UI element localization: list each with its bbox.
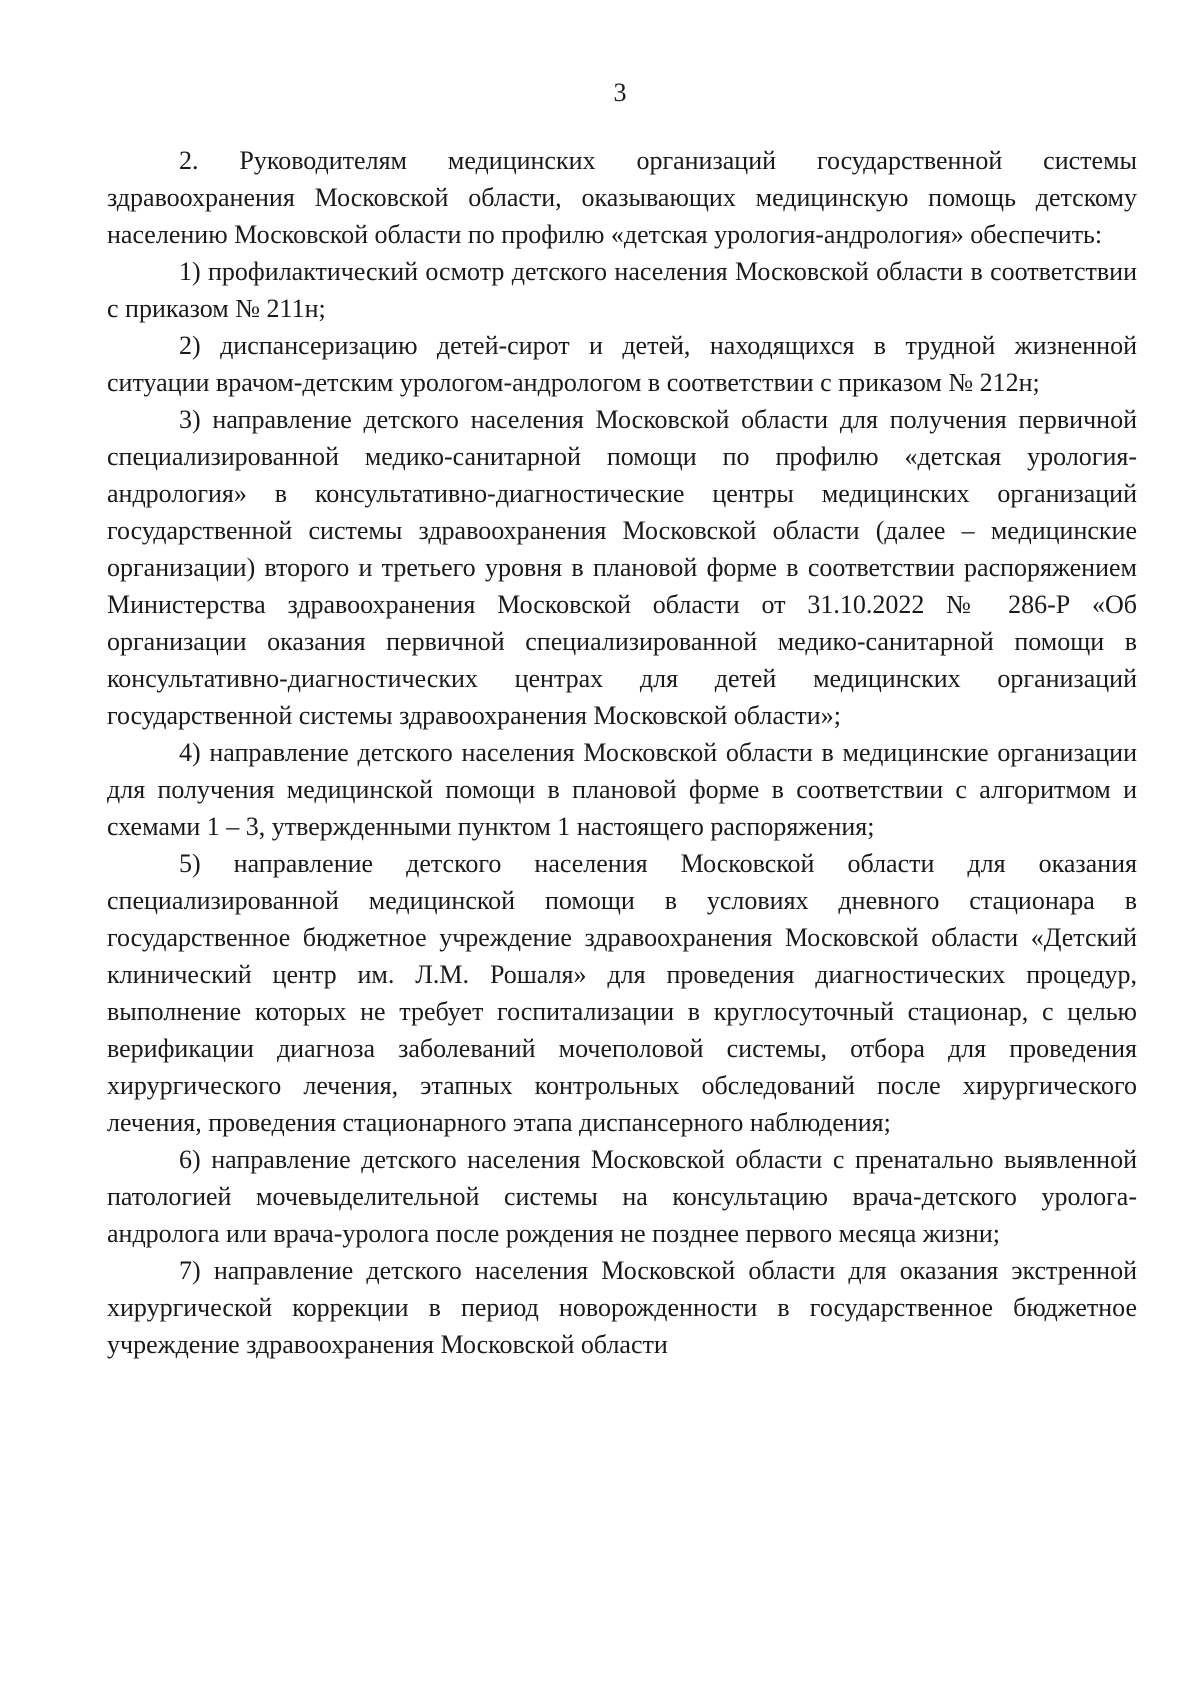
paragraph-subitem-6: 6) направление детского населения Московской области с пренатально выявленной патологией мочевыделительной системы на консультацию врача-детского уролога-андролога или врача-уролога после рождения не позднее первого месяца жизни;: [107, 1145, 1137, 1248]
paragraph-subitem-3: 3) направление детского населения Московской области для получения первичной специализированной медико-санитарной помощи по профилю «детская урология-андрология» в консультативно-диагностические центры медицинских организаций государственной системы здравоохранения Московской области (далее – медицинские организации) второго и третьего уровня в плановой форме в соответствии распоряжением Министерства здравоохранения Московской области от 31.10.2022 № 286-Р «Об организации оказания первичной специализированной медико-санитарной помощи в консультативно-диагностических центрах для детей медицинских организаций государственной системы здравоохранения Московской области»;: [107, 405, 1137, 730]
paragraph-subitem-7: 7) направление детского населения Московской области для оказания экстренной хирургической коррекции в период новорожденности в государственное бюджетное учреждение здравоохранения Московской области: [107, 1256, 1137, 1359]
paragraph-item-2: 2. Руководителям медицинских организаций государственной системы здравоохранения Московской области, оказывающих медицинскую помощь детскому населению Московской области по профилю «детская урология-андрология» обеспечить:: [107, 146, 1137, 249]
page-number: 3: [613, 78, 627, 107]
paragraph-subitem-5: 5) направление детского населения Московской области для оказания специализированной медицинской помощи в условиях дневного стационара в государственное бюджетное учреждение здравоохранения Московской области «Детский клинический центр им. Л.М. Рошаля» для проведения диагностических процедур, выполнение которых не требует госпитализации в круглосуточный стационар, с целью верификации диагноза заболеваний мочеполовой системы, отбора для проведения хирургического лечения, этапных контрольных обследований после хирургического лечения, проведения стационарного этапа диспансерного наблюдения;: [107, 849, 1137, 1137]
paragraph-subitem-1: 1) профилактический осмотр детского населения Московской области в соответствии с приказом № 211н;: [107, 257, 1137, 323]
paragraph-subitem-4: 4) направление детского населения Московской области в медицинские организации для получения медицинской помощи в плановой форме в соответствии с алгоритмом и схемами 1 – 3, утвержденными пунктом 1 настоящего распоряжения;: [107, 738, 1137, 841]
paragraph-subitem-2: 2) диспансеризацию детей-сирот и детей, находящихся в трудной жизненной ситуации врачом-детским урологом-андрологом в соответствии с приказом № 212н;: [107, 331, 1137, 397]
document-body: [107, 142, 1137, 1363]
